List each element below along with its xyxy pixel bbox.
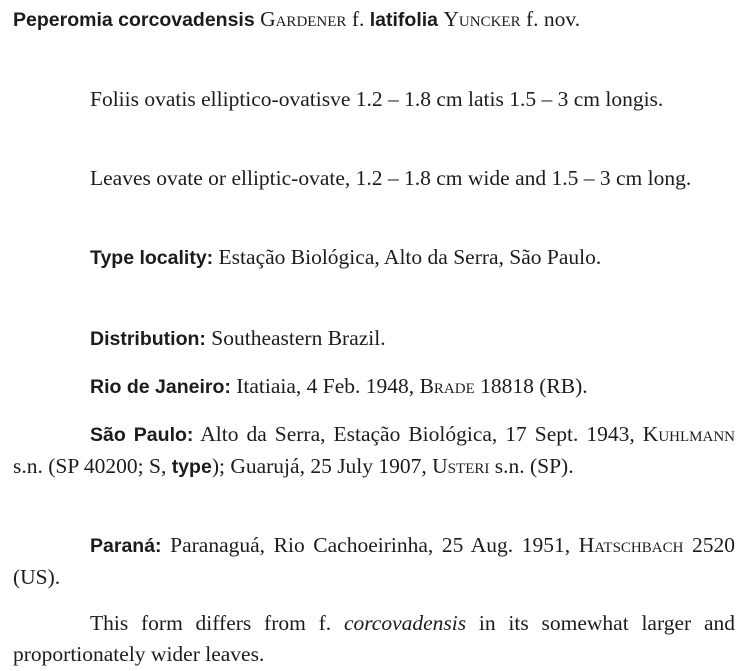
type-locality bbox=[13, 242, 735, 274]
species-heading bbox=[13, 4, 735, 36]
sao-paulo-collector-1: Kuhlmann bbox=[642, 422, 735, 446]
distribution bbox=[13, 323, 735, 355]
rank-abbrev: f. bbox=[351, 7, 365, 31]
sao-paulo-guaruja: ); Guarujá, 25 July 1907, bbox=[211, 454, 427, 478]
type-locality-label: Type locality: bbox=[90, 247, 214, 269]
remark-italic-epithet: corcovadensis bbox=[343, 611, 467, 635]
sao-paulo-number-1: s.n. (SP 40200; S, bbox=[13, 454, 167, 478]
parana-text: Paranaguá, Rio Cachoeirinha, 25 Aug. 1951, bbox=[170, 533, 571, 557]
remark bbox=[13, 608, 735, 670]
sao-paulo-collector-2: Usteri bbox=[432, 454, 490, 478]
remark-text-1: This form differs from f. bbox=[90, 611, 332, 635]
form-name: latifolia bbox=[369, 9, 438, 31]
specimen-rio-de-janeiro bbox=[13, 371, 735, 403]
english-description: Leaves ovate or elliptic-ovate, 1.2 – 1.8 cm wide and 1.5 – 3 cm long. bbox=[90, 166, 692, 190]
species-name: Peperomia corcovadensis bbox=[13, 9, 255, 31]
parana-label: Paraná: bbox=[90, 535, 162, 557]
rio-label: Rio de Janeiro: bbox=[90, 376, 231, 398]
sao-paulo-label: São Paulo: bbox=[90, 424, 194, 446]
sao-paulo-text: Alto da Serra, Estação Biológica, 17 Sept. 1943, bbox=[200, 422, 635, 446]
rio-text: Itatiaia, 4 Feb. 1948, bbox=[236, 374, 415, 398]
parana-collector: Hatschbach bbox=[578, 533, 684, 557]
nomenclatural-status: f. nov. bbox=[525, 7, 581, 31]
type-designation: type bbox=[171, 456, 212, 478]
rio-collector: Brade bbox=[419, 374, 475, 398]
form-author: Yuncker bbox=[443, 7, 521, 31]
rio-number: 18818 (RB). bbox=[480, 374, 588, 398]
latin-description: Foliis ovatis elliptico-ovatisve 1.2 – 1.8 cm latis 1.5 – 3 cm longis. bbox=[90, 87, 664, 111]
specimen-sao-paulo bbox=[13, 419, 735, 483]
type-locality-text: Estação Biológica, Alto da Serra, São Paulo. bbox=[218, 245, 602, 269]
specimen-parana bbox=[13, 530, 735, 593]
sao-paulo-number-2: s.n. (SP). bbox=[494, 454, 574, 478]
distribution-text: Southeastern Brazil. bbox=[211, 326, 386, 350]
parana-number: 2520 (US). bbox=[13, 533, 736, 589]
species-author: Gardener bbox=[260, 7, 347, 31]
distribution-label: Distribution: bbox=[90, 328, 206, 350]
remark-text-2: in its somewhat larger and proportionately wider leaves. bbox=[13, 611, 736, 666]
